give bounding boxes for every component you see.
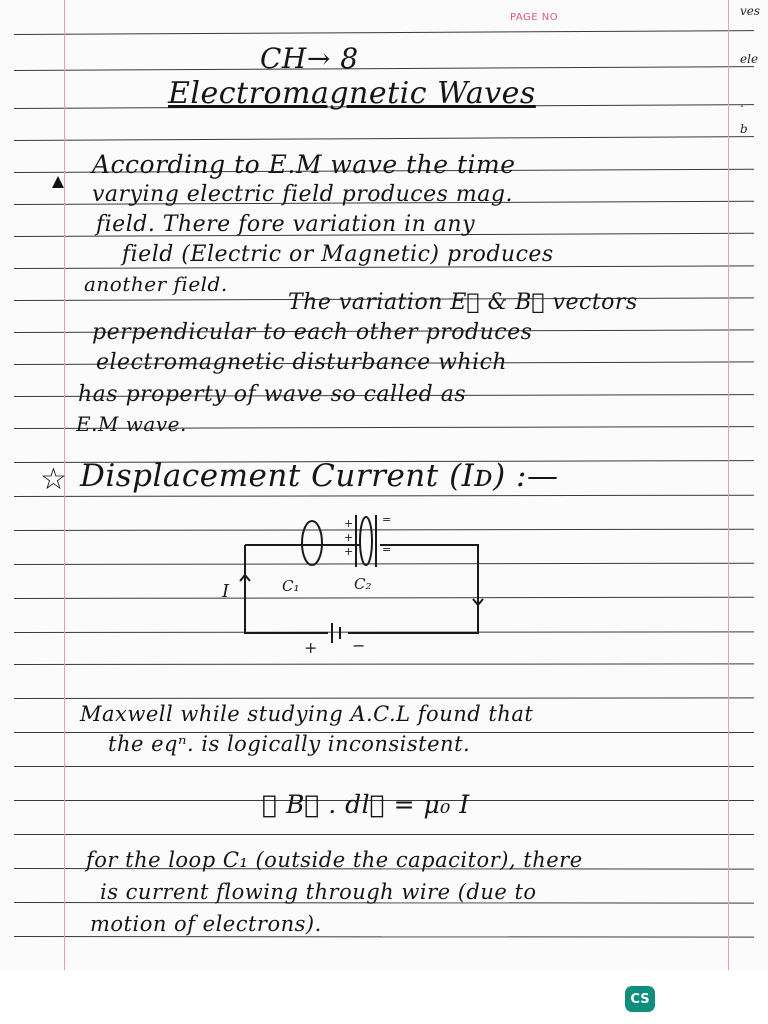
text-line: varying electric field produces mag.: [92, 182, 513, 207]
section-heading: Displacement Current (Iᴅ) :—: [80, 458, 559, 494]
rule-line: [14, 834, 754, 835]
chapter-number: CH→ 8: [260, 42, 359, 75]
text-line: Maxwell while studying A.C.L found that: [80, 702, 534, 726]
margin-line: [728, 0, 729, 970]
text-line: field (Electric or Magnetic) produces: [122, 242, 554, 267]
minus-sign: =: [382, 543, 392, 556]
rule-line: [14, 30, 754, 35]
rule-line: [14, 766, 754, 767]
bullet-icon: [52, 176, 64, 188]
camscanner-badge: CS: [625, 986, 655, 1012]
current-arrow-icon: [473, 589, 483, 605]
text-line: According to E.M wave the time: [92, 150, 516, 179]
text-line: field. There fore variation in any: [96, 212, 476, 237]
ampere-law-equation: ∮ B⃗ . dl⃗ = μ₀ I: [262, 790, 470, 819]
rule-line: [14, 663, 754, 665]
star-icon: ☆: [40, 462, 67, 497]
plus-sign: +: [344, 531, 354, 544]
edge-fragment: b: [740, 122, 748, 136]
battery-negative-label: −: [352, 636, 366, 655]
text-line: has property of wave so called as: [78, 382, 467, 407]
rule-line: [14, 697, 754, 699]
text-line: E.M wave.: [76, 412, 187, 436]
current-arrow-icon: [240, 575, 250, 589]
text-line: The variation E⃗ & B⃗ vectors: [288, 290, 638, 315]
edge-fragment: ves: [740, 4, 761, 18]
plus-sign: +: [344, 545, 354, 558]
loop-c2-icon: [360, 517, 372, 565]
edge-fragment: ele: [740, 52, 759, 66]
text-line: the eqⁿ. is logically inconsistent.: [108, 732, 471, 756]
rule-line: [14, 66, 754, 71]
battery-positive-label: +: [304, 638, 318, 655]
current-label: I: [222, 581, 230, 602]
text-line: electromagnetic disturbance which: [96, 350, 508, 375]
text-line: perpendicular to each other produces: [92, 320, 533, 345]
rule-line: [14, 495, 754, 497]
page-number-label: PAGE NO: [510, 12, 559, 23]
right-edge-fragments: [738, 0, 768, 970]
text-line: is current flowing through wire (due to: [100, 880, 537, 904]
rule-line: [14, 936, 754, 938]
text-line: for the loop C₁ (outside the capacitor), there: [86, 848, 583, 872]
rule-line: [14, 136, 754, 141]
page-title: Electromagnetic Waves: [168, 76, 536, 111]
text-line: motion of electrons).: [90, 912, 322, 936]
plus-sign: +: [344, 517, 354, 530]
minus-sign: =: [382, 513, 392, 526]
c1-label: C₁: [282, 577, 300, 595]
edge-fragment: .: [740, 96, 744, 110]
text-line: another field.: [84, 272, 228, 296]
loop-c1-icon: [302, 521, 322, 565]
c2-label: C₂: [354, 575, 372, 593]
capacitor-circuit-diagram: [220, 505, 500, 655]
